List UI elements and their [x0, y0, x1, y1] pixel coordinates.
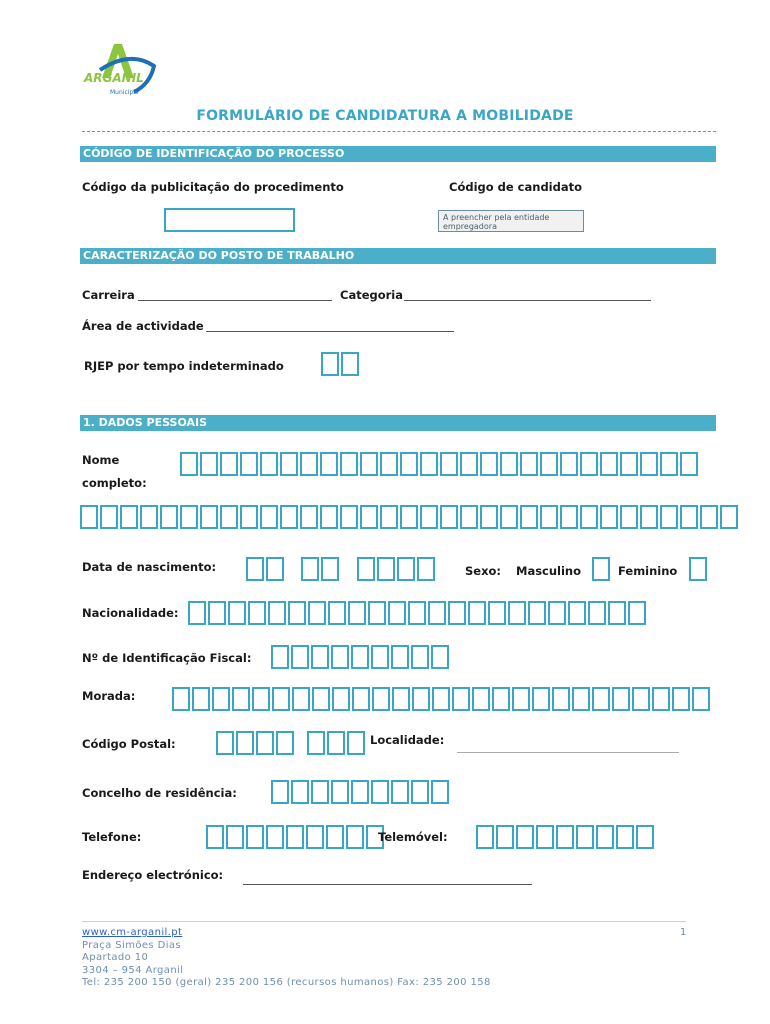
char-box[interactable]	[347, 731, 365, 755]
phone-boxes[interactable]	[206, 825, 386, 849]
char-box[interactable]	[516, 825, 534, 849]
char-box[interactable]	[248, 601, 266, 625]
char-box[interactable]	[460, 505, 478, 529]
char-box[interactable]	[460, 452, 478, 476]
char-box[interactable]	[271, 780, 289, 804]
char-box[interactable]	[412, 687, 430, 711]
char-box[interactable]	[472, 687, 490, 711]
postal-code-label: Código Postal:	[82, 737, 176, 751]
website-link[interactable]: www.cm-arganil.pt	[82, 927, 183, 938]
char-box[interactable]	[400, 505, 418, 529]
publication-code-input[interactable]	[164, 208, 295, 232]
female-label: Feminino	[618, 564, 678, 578]
char-box[interactable]	[548, 601, 566, 625]
box[interactable]	[321, 352, 339, 376]
char-box[interactable]	[552, 687, 570, 711]
tax-id-label: Nº de Identificação Fiscal:	[82, 651, 252, 665]
char-box[interactable]	[640, 452, 658, 476]
mobile-boxes[interactable]	[476, 825, 656, 849]
char-box[interactable]	[632, 687, 650, 711]
char-box[interactable]	[357, 557, 375, 581]
rjep-label: RJEP por tempo indeterminado	[84, 359, 284, 373]
activity-area-field[interactable]	[206, 331, 454, 332]
char-box[interactable]	[291, 645, 309, 669]
char-box[interactable]	[208, 601, 226, 625]
char-box[interactable]	[300, 505, 318, 529]
char-box[interactable]	[331, 780, 349, 804]
char-box[interactable]	[276, 731, 294, 755]
char-box[interactable]	[351, 780, 369, 804]
char-box[interactable]	[348, 601, 366, 625]
char-box[interactable]	[620, 452, 638, 476]
char-box[interactable]	[301, 557, 319, 581]
char-box[interactable]	[652, 687, 670, 711]
char-box[interactable]	[291, 780, 309, 804]
postal-code-boxes-1[interactable]	[216, 731, 296, 755]
char-box[interactable]	[236, 731, 254, 755]
char-box[interactable]	[580, 505, 598, 529]
sex-label: Sexo:	[465, 564, 501, 578]
char-box[interactable]	[576, 825, 594, 849]
name-boxes-row1[interactable]	[180, 452, 700, 476]
char-box[interactable]	[380, 452, 398, 476]
char-box[interactable]	[280, 452, 298, 476]
char-box[interactable]	[332, 687, 350, 711]
char-box[interactable]	[311, 645, 329, 669]
section-personal-data: 1. DADOS PESSOAIS	[80, 415, 716, 431]
footer-postal: 3304 – 954 Arganil	[82, 964, 184, 976]
char-box[interactable]	[480, 452, 498, 476]
footer-address	[82, 927, 491, 990]
char-box[interactable]	[672, 687, 690, 711]
char-box[interactable]	[200, 505, 218, 529]
char-box[interactable]	[352, 687, 370, 711]
char-box[interactable]	[468, 601, 486, 625]
logo-subtext: Município	[110, 89, 139, 96]
municipality-label: Concelho de residência:	[82, 786, 237, 800]
logo-text: ARGANIL	[84, 71, 144, 85]
char-box[interactable]	[636, 825, 654, 849]
email-field[interactable]	[243, 884, 532, 885]
char-box[interactable]	[500, 452, 518, 476]
char-box[interactable]	[327, 731, 345, 755]
email-label: Endereço electrónico:	[82, 868, 224, 882]
char-box[interactable]	[377, 557, 395, 581]
char-box[interactable]	[492, 687, 510, 711]
mobile-label: Telemóvel:	[378, 830, 448, 844]
char-box[interactable]	[400, 452, 418, 476]
char-box[interactable]	[431, 780, 449, 804]
char-box[interactable]	[246, 825, 264, 849]
locality-field[interactable]	[457, 752, 679, 753]
char-box[interactable]	[420, 452, 438, 476]
char-box[interactable]	[432, 687, 450, 711]
char-box[interactable]	[520, 452, 538, 476]
name-label-line2: completo:	[82, 476, 147, 490]
birth-year-boxes[interactable]	[357, 557, 437, 581]
box[interactable]	[341, 352, 359, 376]
char-box[interactable]	[346, 825, 364, 849]
char-box[interactable]	[720, 505, 738, 529]
char-box[interactable]	[120, 505, 138, 529]
char-box[interactable]	[660, 505, 678, 529]
char-box[interactable]	[228, 601, 246, 625]
female-checkbox[interactable]	[689, 557, 709, 581]
tax-id-boxes[interactable]	[271, 645, 451, 669]
char-box[interactable]	[556, 825, 574, 849]
page-number: 1	[680, 927, 687, 938]
char-box[interactable]	[500, 505, 518, 529]
char-box[interactable]	[326, 825, 344, 849]
nationality-boxes[interactable]	[188, 601, 648, 625]
name-label-line1: Nome	[82, 453, 120, 467]
char-box[interactable]	[540, 505, 558, 529]
career-label: Carreira	[82, 288, 135, 302]
char-box[interactable]	[528, 601, 546, 625]
char-box[interactable]	[600, 452, 618, 476]
char-box[interactable]	[216, 731, 234, 755]
char-box[interactable]	[160, 505, 178, 529]
phone-label: Telefone:	[82, 830, 142, 844]
char-box[interactable]	[692, 687, 710, 711]
char-box[interactable]	[266, 557, 284, 581]
char-box[interactable]	[592, 687, 610, 711]
char-box[interactable]	[397, 557, 415, 581]
char-box[interactable]	[80, 505, 98, 529]
char-box[interactable]	[408, 601, 426, 625]
char-box[interactable]	[600, 505, 618, 529]
char-box[interactable]	[660, 452, 678, 476]
char-box[interactable]	[540, 452, 558, 476]
locality-label: Localidade:	[370, 733, 445, 747]
char-box[interactable]	[391, 645, 409, 669]
char-box[interactable]	[360, 505, 378, 529]
char-box[interactable]	[536, 825, 554, 849]
address-label: Morada:	[82, 689, 136, 703]
char-box[interactable]	[320, 452, 338, 476]
char-box[interactable]	[371, 645, 389, 669]
char-box[interactable]	[307, 731, 325, 755]
male-label: Masculino	[516, 564, 582, 578]
char-box[interactable]	[420, 505, 438, 529]
name-boxes-row2[interactable]	[80, 505, 740, 529]
char-box[interactable]	[588, 601, 606, 625]
char-box[interactable]	[328, 601, 346, 625]
char-box[interactable]	[640, 505, 658, 529]
char-box[interactable]	[592, 557, 610, 581]
char-box[interactable]	[452, 687, 470, 711]
char-box[interactable]	[180, 452, 198, 476]
char-box[interactable]	[608, 601, 626, 625]
char-box[interactable]	[380, 505, 398, 529]
char-box[interactable]	[331, 645, 349, 669]
char-box[interactable]	[232, 687, 250, 711]
char-box[interactable]	[392, 687, 410, 711]
char-box[interactable]	[480, 505, 498, 529]
section-process-code: CÓDIGO DE IDENTIFICAÇÃO DO PROCESSO	[80, 146, 716, 162]
char-box[interactable]	[220, 452, 238, 476]
rjep-boxes[interactable]	[321, 352, 361, 376]
char-box[interactable]	[360, 452, 378, 476]
nationality-label: Nacionalidade:	[82, 606, 179, 620]
char-box[interactable]	[572, 687, 590, 711]
char-box[interactable]	[272, 687, 290, 711]
char-box[interactable]	[140, 505, 158, 529]
char-box[interactable]	[620, 505, 638, 529]
birth-day-boxes[interactable]	[246, 557, 286, 581]
char-box[interactable]	[476, 825, 494, 849]
char-box[interactable]	[246, 557, 264, 581]
category-label: Categoria	[340, 288, 404, 302]
char-box[interactable]	[496, 825, 514, 849]
char-box[interactable]	[192, 687, 210, 711]
char-box[interactable]	[172, 687, 190, 711]
char-box[interactable]	[628, 601, 646, 625]
footer-street: Praça Simões Dias	[82, 939, 182, 951]
postal-code-boxes-2[interactable]	[307, 731, 367, 755]
char-box[interactable]	[680, 452, 698, 476]
char-box[interactable]	[340, 505, 358, 529]
char-box[interactable]	[321, 557, 339, 581]
municipality-boxes[interactable]	[271, 780, 451, 804]
char-box[interactable]	[308, 601, 326, 625]
char-box[interactable]	[689, 557, 707, 581]
char-box[interactable]	[411, 645, 429, 669]
male-checkbox[interactable]	[592, 557, 612, 581]
char-box[interactable]	[320, 505, 338, 529]
char-box[interactable]	[560, 505, 578, 529]
char-box[interactable]	[512, 687, 530, 711]
char-box[interactable]	[260, 505, 278, 529]
footer-divider	[82, 921, 686, 922]
char-box[interactable]	[700, 505, 718, 529]
char-box[interactable]	[372, 687, 390, 711]
char-box[interactable]	[440, 505, 458, 529]
address-boxes[interactable]	[172, 687, 712, 711]
char-box[interactable]	[226, 825, 244, 849]
char-box[interactable]	[411, 780, 429, 804]
char-box[interactable]	[240, 505, 258, 529]
candidate-code-note: A preencher pela entidade empregadora	[438, 210, 584, 232]
char-box[interactable]	[100, 505, 118, 529]
category-field[interactable]	[404, 300, 651, 301]
char-box[interactable]	[368, 601, 386, 625]
publication-code-label: Código da publicitação do procedimento	[82, 180, 344, 194]
char-box[interactable]	[268, 601, 286, 625]
char-box[interactable]	[300, 452, 318, 476]
char-box[interactable]	[560, 452, 578, 476]
char-box[interactable]	[596, 825, 614, 849]
char-box[interactable]	[391, 780, 409, 804]
char-box[interactable]	[280, 505, 298, 529]
char-box[interactable]	[580, 452, 598, 476]
char-box[interactable]	[508, 601, 526, 625]
char-box[interactable]	[312, 687, 330, 711]
char-box[interactable]	[286, 825, 304, 849]
char-box[interactable]	[256, 731, 274, 755]
char-box[interactable]	[448, 601, 466, 625]
char-box[interactable]	[200, 452, 218, 476]
birth-month-boxes[interactable]	[301, 557, 341, 581]
char-box[interactable]	[260, 452, 278, 476]
char-box[interactable]	[388, 601, 406, 625]
arganil-logo	[80, 40, 160, 100]
char-box[interactable]	[311, 780, 329, 804]
section-job-position: CARACTERIZAÇÃO DO POSTO DE TRABALHO	[80, 248, 716, 264]
char-box[interactable]	[488, 601, 506, 625]
title-divider	[82, 131, 716, 132]
char-box[interactable]	[240, 452, 258, 476]
char-box[interactable]	[428, 601, 446, 625]
char-box[interactable]	[532, 687, 550, 711]
candidate-code-label: Código de candidato	[449, 180, 583, 194]
form-title: FORMULÁRIO DE CANDIDATURA A MOBILIDADE	[196, 108, 574, 124]
char-box[interactable]	[417, 557, 435, 581]
char-box[interactable]	[520, 505, 538, 529]
char-box[interactable]	[306, 825, 324, 849]
char-box[interactable]	[371, 780, 389, 804]
char-box[interactable]	[212, 687, 230, 711]
birth-date-label: Data de nascimento:	[82, 560, 217, 574]
char-box[interactable]	[266, 825, 284, 849]
char-box[interactable]	[220, 505, 238, 529]
char-box[interactable]	[288, 601, 306, 625]
char-box[interactable]	[340, 452, 358, 476]
char-box[interactable]	[616, 825, 634, 849]
char-box[interactable]	[440, 452, 458, 476]
career-field[interactable]	[138, 300, 332, 301]
char-box[interactable]	[680, 505, 698, 529]
char-box[interactable]	[351, 645, 369, 669]
activity-area-label: Área de actividade	[82, 319, 204, 333]
footer-contacts: Tel: 235 200 150 (geral) 235 200 156 (recursos humanos) Fax: 235 200 158	[82, 977, 491, 988]
char-box[interactable]	[431, 645, 449, 669]
char-box[interactable]	[188, 601, 206, 625]
footer-po-box: Apartado 10	[82, 952, 149, 963]
char-box[interactable]	[568, 601, 586, 625]
char-box[interactable]	[180, 505, 198, 529]
char-box[interactable]	[206, 825, 224, 849]
char-box[interactable]	[292, 687, 310, 711]
char-box[interactable]	[252, 687, 270, 711]
char-box[interactable]	[271, 645, 289, 669]
char-box[interactable]	[612, 687, 630, 711]
